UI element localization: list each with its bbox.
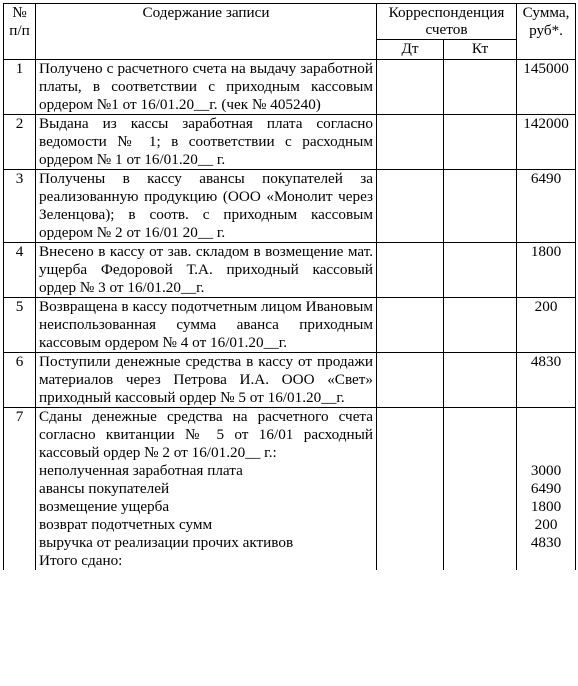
row-dt bbox=[377, 170, 444, 243]
header-kt: Кт bbox=[444, 40, 517, 60]
row-kt bbox=[444, 243, 517, 298]
row-num: 3 bbox=[4, 170, 36, 243]
row-kt bbox=[444, 60, 517, 115]
row-kt bbox=[444, 115, 517, 170]
header-dt: Дт bbox=[377, 40, 444, 60]
row-num: 6 bbox=[4, 353, 36, 408]
table-row bbox=[4, 115, 576, 170]
row-sum: 6490 bbox=[517, 170, 576, 243]
row-content: Получено с расчетного счета на выдачу заработной платы, в соответствии с приходным кассовым ордером №1 от 16/01.20__г. (чек № 405240) bbox=[36, 60, 377, 115]
breakdown-sum: 200 bbox=[534, 516, 558, 533]
row-num: 7 bbox=[4, 408, 36, 571]
row-sum: 142000 bbox=[517, 115, 576, 170]
breakdown-list bbox=[39, 462, 373, 570]
row-kt bbox=[444, 408, 517, 571]
row-kt bbox=[444, 170, 517, 243]
table-row bbox=[4, 298, 576, 353]
header-num: № п/п bbox=[4, 4, 36, 60]
row-content-text: Сданы денежные средства на расчетного счета согласно квитанции № 5 от 16/01 расходный кассовый ордер № 2 от 16/01.20__ г.: bbox=[39, 408, 373, 461]
header-sum: Сумма, руб*. bbox=[517, 4, 576, 60]
row-content: Внесено в кассу от зав. складом в возмещение мат. ущерба Федоровой Т.А. приходный кассовый ордер № 3 от 16/01.20__г. bbox=[36, 243, 377, 298]
row-dt bbox=[377, 298, 444, 353]
row-sum: 145000 bbox=[517, 60, 576, 115]
row-sum: 1800 bbox=[517, 243, 576, 298]
breakdown-item: возмещение ущерба bbox=[39, 498, 170, 515]
row-content: Поступили денежные средства в кассу от продажи материалов через Петрова И.А. ООО «Свет» приходный кассовый ордер № 5 от 16/01.20__г. bbox=[36, 353, 377, 408]
row-content: Получены в кассу авансы покупателей за реализованную продукцию (ООО «Монолит через Зеленцова); в соотв. с приходным кассовым ордером № 2 от 16/01 20__ г. bbox=[36, 170, 377, 243]
table-row bbox=[4, 170, 576, 243]
row-dt bbox=[377, 243, 444, 298]
row-dt bbox=[377, 353, 444, 408]
row-num: 5 bbox=[4, 298, 36, 353]
row-content: Выдана из кассы заработная плата согласно ведомости № 1; в соответствии с расходным ордером № 1 от 16/01.20__ г. bbox=[36, 115, 377, 170]
breakdown-item: возврат подотчетных сумм bbox=[39, 516, 213, 533]
table-row bbox=[4, 408, 576, 571]
header-row bbox=[4, 4, 576, 40]
row-kt bbox=[444, 298, 517, 353]
breakdown-sum: 3000 bbox=[530, 462, 562, 479]
breakdown-item: выручка от реализации прочих активов bbox=[39, 534, 294, 551]
header-correspondence: Корреспонденция счетов bbox=[377, 4, 517, 40]
row-num: 2 bbox=[4, 115, 36, 170]
row-num: 1 bbox=[4, 60, 36, 115]
row-sum: 4830 bbox=[517, 353, 576, 408]
breakdown-sum: 6490 bbox=[530, 480, 562, 497]
breakdown-item: авансы покупателей bbox=[39, 480, 170, 497]
row-kt bbox=[444, 353, 517, 408]
cash-journal-table bbox=[3, 3, 576, 570]
row-num: 4 bbox=[4, 243, 36, 298]
table-row bbox=[4, 243, 576, 298]
breakdown-total-label: Итого сдано: bbox=[39, 552, 123, 569]
row-dt bbox=[377, 408, 444, 571]
table-row bbox=[4, 353, 576, 408]
breakdown-sum: 4830 bbox=[530, 534, 562, 551]
row-content bbox=[36, 408, 377, 571]
breakdown-sum: 1800 bbox=[530, 498, 562, 515]
table-row bbox=[4, 60, 576, 115]
header-content: Содержание записи bbox=[36, 4, 377, 60]
row-dt bbox=[377, 60, 444, 115]
row-dt bbox=[377, 115, 444, 170]
row-content: Возвращена в кассу подотчетным лицом Ивановым неиспользованная сумма аванса приходным кассовым ордером № 4 от 16/01.20__г. bbox=[36, 298, 377, 353]
row-sum: 200 bbox=[517, 298, 576, 353]
breakdown-item: неполученная заработная плата bbox=[39, 462, 243, 479]
row-sum bbox=[517, 408, 576, 571]
